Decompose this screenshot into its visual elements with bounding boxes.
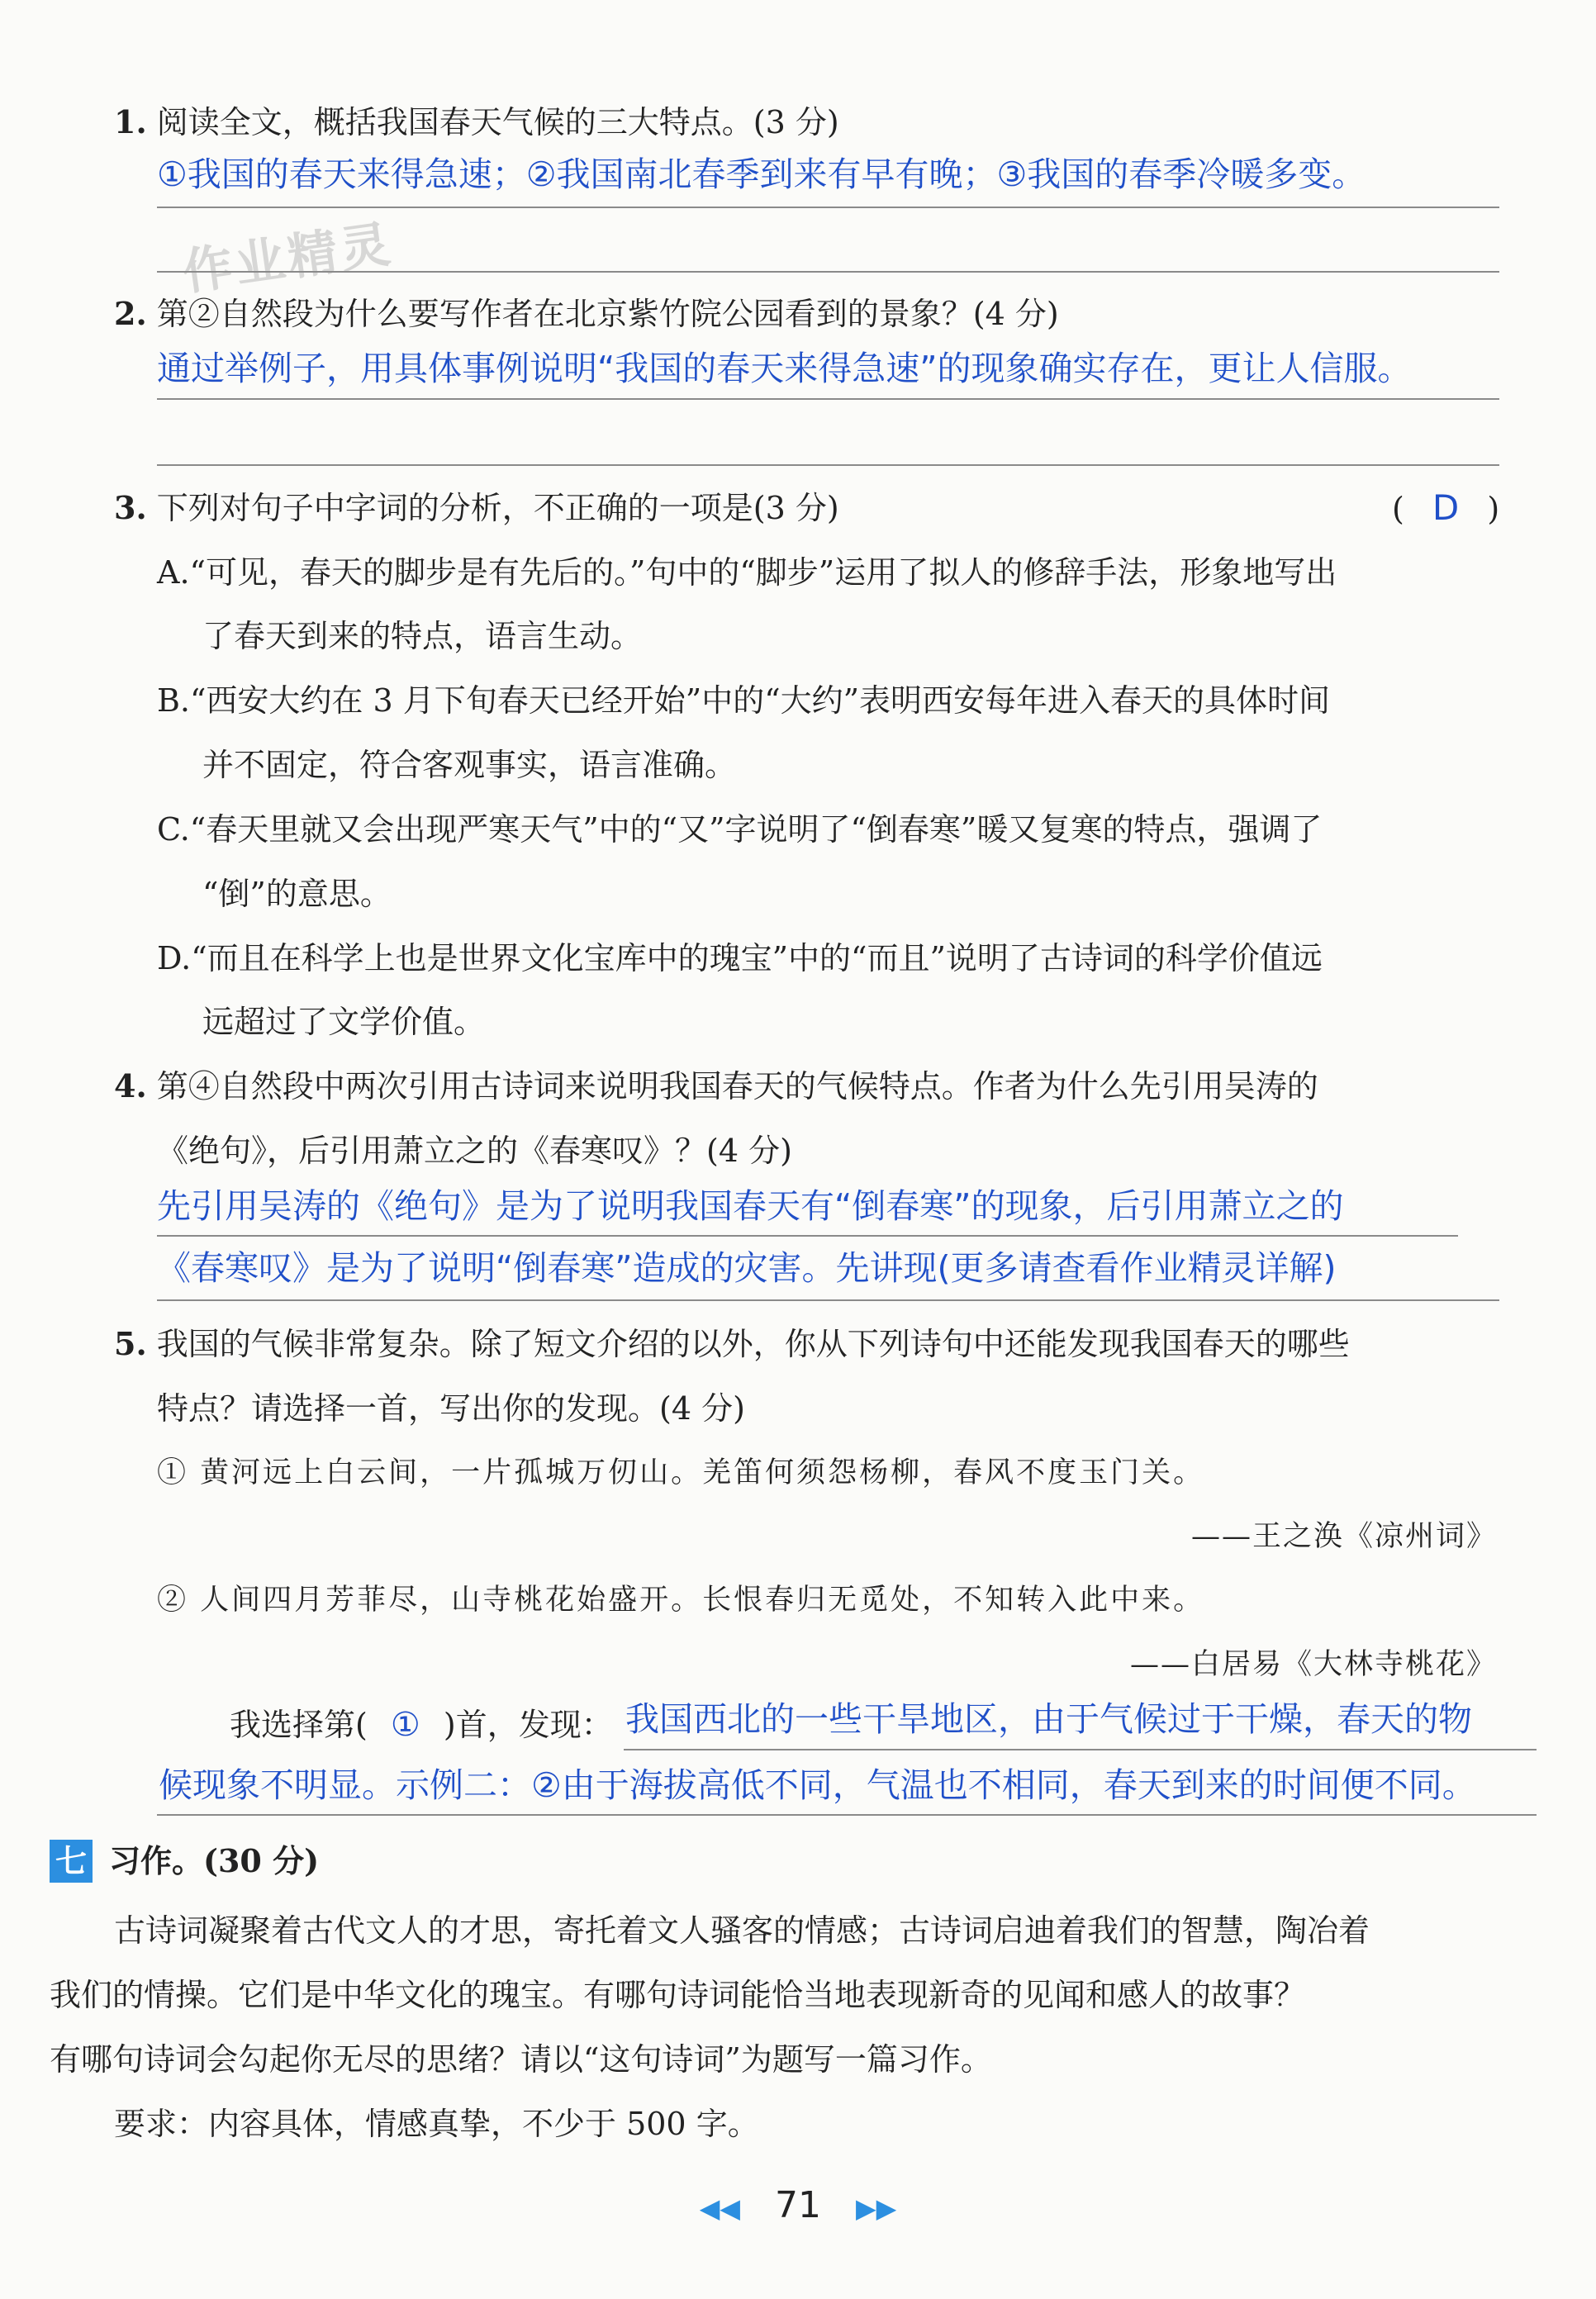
essay-prompt-line-3: 有哪句诗词会勾起你无尽的思绪？请以“这句诗词”为题写一篇习作。 [50,2041,992,2078]
poem-2-attribution: ——白居易《大林寺桃花》 [1129,1648,1497,1681]
question-number: 1. [114,103,147,140]
next-arrows-icon: ▶▶ [856,2192,897,2224]
question-text: 阅读全文，概括我国春天气候的三大特点。(3 分) [156,104,839,140]
answer-line [157,271,1499,273]
question-4-cont: 《绝句》，后引用萧立之的《春寒叹》？(4 分) [157,1133,792,1169]
essay-requirement: 要求：内容具体，情感真挚，不少于 500 字。 [114,2106,759,2142]
option-c: C.“春天里就又会出现严寒天气”中的“又”字说明了“倒春寒”暖又复寒的特点，强调了 [157,811,1323,848]
answer-line [157,207,1499,208]
answer-4a: 先引用吴涛的《绝句》是为了说明我国春天有“倒春寒”的现象，后引用萧立之的 [157,1186,1344,1226]
question-5 [114,1323,1350,1365]
question-text: 下列对句子中字词的分析，不正确的一项是(3 分) [156,490,839,526]
option-b-cont: 并不固定，符合客观事实，语言准确。 [202,747,737,783]
answer-4b: 《春寒叹》是为了说明“倒春寒”造成的灾害。先讲现(更多请查看作业精灵详解) [157,1248,1337,1288]
answer-5a: 我国西北的一些干旱地区，由于气候过于干燥，春天的物 [625,1699,1472,1739]
question-text: 第④自然段中两次引用古诗词来说明我国春天的气候特点。作者为什么先引用吴涛的 [156,1068,1318,1104]
question-number: 4. [114,1067,147,1104]
option-a-cont: 了春天到来的特点，语言生动。 [202,618,643,654]
answer-3: D [1432,487,1460,528]
poem-1-attribution: ——王之涣《凉州词》 [1190,1520,1497,1553]
question-2 [114,293,1059,335]
question-text: 第②自然段为什么要写作者在北京紫竹院公园看到的景象？(4 分) [156,296,1059,332]
question-number: 3. [114,489,147,526]
poem-2: ② 人间四月芳菲尽，山寺桃花始盛开。长恨春归无觅处，不知转入此中来。 [157,1584,1205,1617]
answer-line [157,1814,1537,1816]
option-a: A.“可见，春天的脚步是有先后的。”句中的“脚步”运用了拟人的修辞手法，形象地写出 [157,554,1337,591]
question-text: 我国的气候非常复杂。除了短文介绍的以外，你从下列诗句中还能发现我国春天的哪些 [156,1326,1350,1362]
section-title: 习作。(30 分) [109,1842,320,1879]
answer-1: ①我国的春天来得急速；②我国南北春季到来有早有晚；③我国的春季冷暖多变。 [157,154,1366,194]
option-d: D.“而且在科学上也是世界文化宝库中的瑰宝”中的“而且”说明了古诗词的科学价值远 [157,940,1323,976]
chosen-poem: ① [390,1706,420,1744]
answer-line [624,1749,1537,1750]
option-d-cont: 远超过了文学价值。 [202,1004,486,1040]
watermark: 作业精灵 [179,215,397,302]
option-c-cont: “倒”的意思。 [202,876,392,912]
answer-bracket: ( D ) [1392,487,1500,528]
answer-5b: 候现象不明显。示例二：②由于海拔高低不同，气温也不相同，春天到来的时间便不同。 [159,1765,1476,1805]
section-badge: 七 [50,1840,93,1883]
question-5-cont: 特点？请选择一首，写出你的发现。(4 分) [157,1390,745,1427]
question-number: 2. [114,295,147,332]
answer-line [157,398,1499,400]
choice-line: 我选择第( ① )首，发现： [230,1706,613,1744]
question-3 [114,487,839,529]
answer-2: 通过举例子，用具体事例说明“我国的春天来得急速”的现象确实存在，更让人信服。 [157,349,1412,388]
essay-prompt-line-1: 古诗词凝聚着古代文人的才思，寄托着文人骚客的情感；古诗词启迪着我们的智慧，陶冶着 [114,1912,1370,1949]
poem-1: ① 黄河远上白云间，一片孤城万仞山。羌笛何须怨杨柳，春风不度玉门关。 [157,1456,1205,1489]
option-b: B.“西安大约在 3 月下旬春天已经开始”中的“大约”表明西安每年进入春天的具体时间 [157,682,1331,719]
answer-line [157,1299,1499,1301]
page-number: 71 [775,2184,821,2226]
answer-line [157,1235,1458,1237]
question-1 [114,102,839,143]
answer-line [157,464,1499,466]
question-4 [114,1066,1318,1107]
question-number: 5. [114,1325,147,1362]
essay-prompt-line-2: 我们的情操。它们是中华文化的瑰宝。有哪句诗词能恰当地表现新奇的见闻和感人的故事？ [50,1977,1306,2013]
prev-arrows-icon: ◀◀ [699,2192,740,2224]
page-footer [0,2181,1596,2233]
